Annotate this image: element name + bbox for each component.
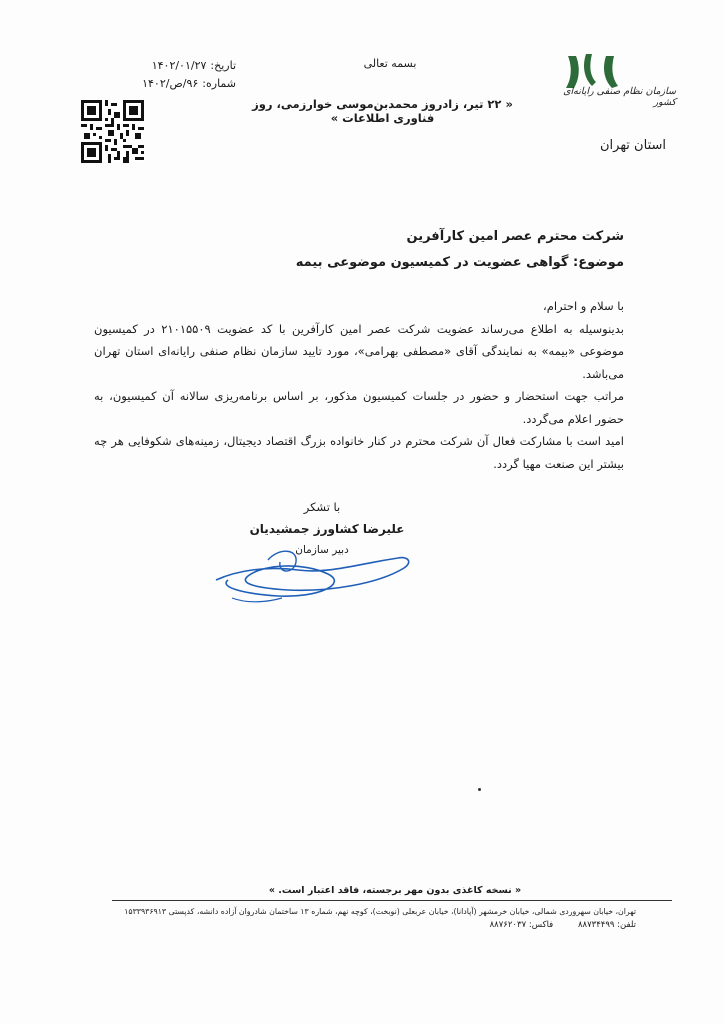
- qr-code-icon: [81, 100, 144, 163]
- subject-line: موضوع: گواهی عضویت در کمیسیون موضوعی بیمه: [295, 255, 624, 270]
- letter-body: [94, 295, 624, 475]
- body-paragraph-3: امید است با مشارکت فعال آن شرکت محترم در کنار خانواده بزرگ اقتصاد دیجیتال، زمینه‌های شکوفایی هر چه بیشتر این صنعت مهیا گردد.: [94, 434, 624, 471]
- footer-fax: فاکس: ۸۸۷۶۲۰۳۷: [489, 920, 554, 930]
- body-paragraph-2: مراتب جهت استحضار و حضور در جلسات کمیسیون مذکور، بر اساس برنامه‌ریزی سالانه آن کمیسیون، به حضور اعلام می‌گردد.: [94, 389, 624, 426]
- logo-icon: [562, 52, 622, 90]
- number-row: [76, 75, 236, 93]
- signer-title: دبیر سازمان: [295, 544, 349, 556]
- signer-name: علیرضا کشاورز جمشیدیان: [249, 522, 405, 536]
- footer-note: « نسخه کاغذی بدون مهر برجسته، فاقد اعتبار است. »: [268, 885, 522, 896]
- number-value: ۹۶/ص/۱۴۰۲: [142, 77, 199, 90]
- date-value: ۱۴۰۲/۰۱/۲۷: [151, 59, 207, 72]
- handwritten-signature: [208, 540, 418, 610]
- date-label: تاریخ:: [210, 59, 236, 72]
- number-label: شماره:: [202, 77, 236, 90]
- organization-name: سازمان نظام صنفی رایانه‌ای کشور: [563, 86, 676, 108]
- organization-logo: [532, 52, 682, 90]
- province-name: استان تهران: [599, 138, 666, 153]
- footer-contact: [76, 920, 636, 930]
- footer-address: تهران، خیابان سهروردی شمالی، خیابان خرمشهر (آپادانا)، خیابان عربعلی (نوبخت)، کوچه نهم، شماره ۱۳ ساختمان شادروان آزاده دانشه، کدپستی ۱۵۳۳۹۳۶۹۱۳: [124, 907, 636, 916]
- footer-phone: تلفن: ۸۸۷۳۴۴۹۹: [577, 920, 636, 930]
- motto-line: « ۲۲ تیر، زادروز محمدبن‌موسی خوارزمی، روز فناوری اطلاعات »: [252, 97, 513, 125]
- stray-dot: [478, 788, 481, 791]
- letter-meta: [76, 57, 236, 93]
- greeting: با سلام و احترام،: [543, 299, 624, 313]
- bismillah-heading: بسمه تعالی: [363, 57, 417, 70]
- recipient-line: شرکت محترم عصر امین کارآفرین: [406, 229, 624, 244]
- date-row: [76, 57, 236, 75]
- footer-divider: [112, 900, 672, 901]
- closing-text: با تشکر: [303, 500, 341, 514]
- body-paragraph-1: بدینوسیله به اطلاع می‌رساند عضویت شرکت عصر امین کارآفرین با کد عضویت ۲۱۰۱۵۵۰۹ در کمیسیون موضوعی «بیمه» به نمایندگی آقای «مصطفی بهرامی»، مورد تایید سازمان نظام صنفی رایانه‌ای استان تهران می‌باشد.: [94, 321, 624, 381]
